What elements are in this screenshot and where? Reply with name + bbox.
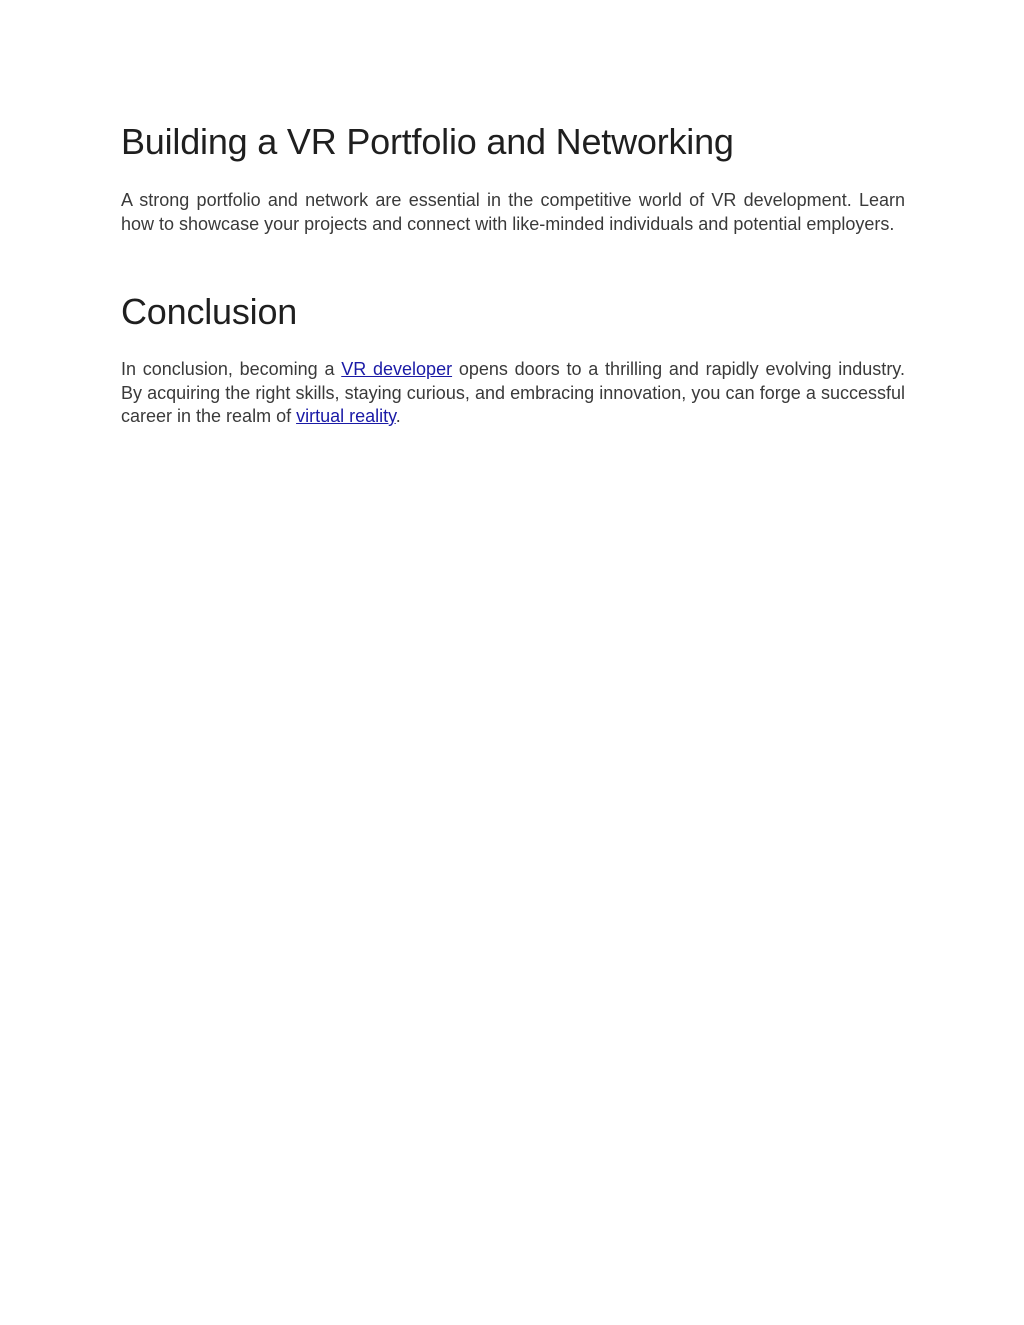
section-paragraph-portfolio: A strong portfolio and network are essential in the competitive world of VR development. Learn how to showcase your projects and connect with like-minded individuals and potential employers. — [121, 190, 905, 234]
section-heading-conclusion: Conclusion — [121, 291, 298, 332]
section-paragraph-conclusion — [121, 358, 905, 429]
vr-developer-link[interactable]: VR developer — [341, 359, 453, 379]
conclusion-text-part3: . — [395, 406, 401, 426]
virtual-reality-link[interactable]: virtual reality — [296, 406, 396, 426]
conclusion-text-part2: opens doors to a thrilling and rapidly evolving industry. By acquiring the right skills, staying curious, and embracing innovation, you can forge a successful career in the realm of — [121, 359, 905, 426]
section-heading-portfolio: Building a VR Portfolio and Networking — [121, 121, 734, 162]
conclusion-text-part1: In conclusion, becoming a — [121, 359, 342, 379]
